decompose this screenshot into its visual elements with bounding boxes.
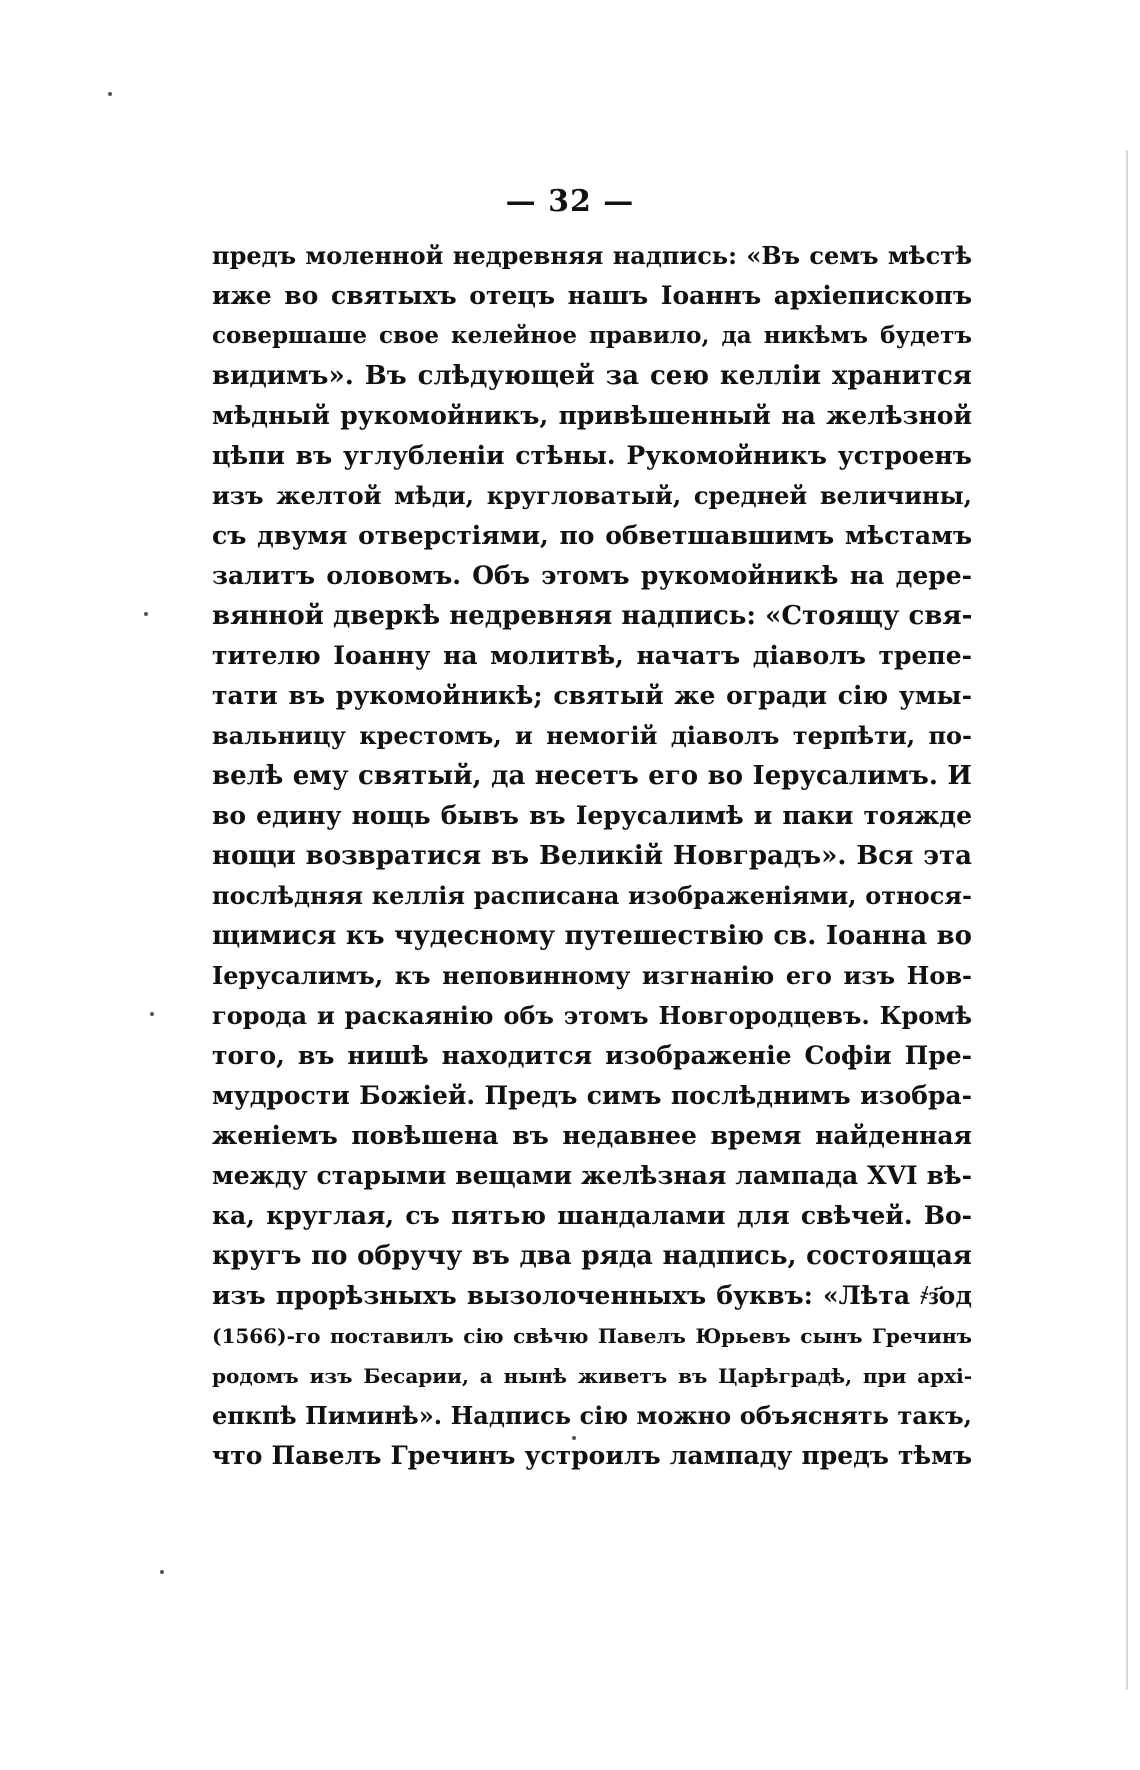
body-text [212, 236, 972, 1476]
text-line: вянной дверкѣ недревняя надпись: «Стоящу свя- [212, 601, 972, 631]
paper-speck [160, 1570, 164, 1574]
text-line: предъ моленной недревняя надпись: «Въ семъ мѣстѣ [212, 241, 972, 270]
text-line: иже во святыхъ отецъ нашъ Іоаннъ архіепископъ [212, 281, 972, 310]
text-line: что Павелъ Гречинъ устроилъ лампаду предъ тѣмъ [212, 1441, 972, 1470]
text-line: велѣ ему святый, да несетъ его во Іерусалимъ. И [212, 761, 972, 791]
page-number: — 32 — [505, 184, 635, 219]
text-line: видимъ». Въ слѣдующей за сею келліи хранится [212, 361, 972, 391]
text-line: цѣпи въ углубленіи стѣны. Рукомойникъ устроенъ [212, 441, 972, 470]
text-line: съ двумя отверстіями, по обветшавшимъ мѣстамъ [212, 521, 972, 550]
text-line: епкпѣ Пиминѣ». Надпись сію можно объяснять такъ, [212, 1401, 972, 1430]
text-line: между старыми вещами желѣзная лампада XVI вѣ- [212, 1161, 972, 1190]
text-line: мудрости Божіей. Предъ симъ послѣднимъ изобра- [212, 1081, 972, 1110]
text-line: кругъ по обручу въ два ряда надпись, состоящая [212, 1241, 972, 1271]
text-line: щимися къ чудесному путешествію св. Іоанна во [212, 921, 972, 951]
text-line: родомъ изъ Бесарии, а нынѣ живетъ въ Царѣградѣ, при архі- [212, 1364, 972, 1388]
text-line: женіемъ повѣшена въ недавнее время найденная [212, 1121, 972, 1150]
text-line: во едину нощь бывъ въ Іерусалимѣ и паки тояжде [212, 801, 972, 830]
text-line: Іерусалимъ, къ неповинному изгнанію его изъ Нов- [212, 961, 972, 990]
text-line: (1566)-го поставилъ сію свѣчю Павелъ Юрьевъ сынъ Гречинъ [212, 1324, 972, 1348]
page-edge-shadow [1126, 150, 1128, 1690]
text-line: тителю Іоанну на молитвѣ, начатъ діаволъ трепе- [212, 641, 972, 670]
text-line: изъ прорѣзныхъ вызолоченныхъ буквъ: «Лѣта ҂з҃од [212, 1281, 972, 1310]
text-line: ка, круглая, съ пятью шандалами для свѣчей. Во- [212, 1201, 972, 1230]
paper-speck [108, 92, 112, 96]
text-line: изъ желтой мѣди, кругловатый, средней величины, [212, 481, 972, 510]
text-line: того, въ нишѣ находится изображеніе Софіи Пре- [212, 1041, 972, 1070]
text-line: залитъ оловомъ. Объ этомъ рукомойникѣ на дере- [212, 561, 972, 590]
text-line: послѣдняя келлія расписана изображеніями, относя- [212, 881, 972, 910]
text-line: мѣдный рукомойникъ, привѣшенный на желѣзной [212, 401, 972, 430]
paper-speck [150, 1012, 154, 1016]
text-line: тати въ рукомойникѣ; святый же огради сію умы- [212, 681, 972, 710]
text-line: нощи возвратися въ Великій Новградъ». Вся эта [212, 841, 972, 871]
text-line: совершаше свое келейное правило, да никѣмъ будетъ [212, 322, 972, 349]
text-line: вальницу крестомъ, и немогій діаволъ терпѣти, по- [212, 721, 972, 750]
text-line: города и раскаянію объ этомъ Новгородцевъ. Кромѣ [212, 1001, 972, 1030]
paper-speck [144, 612, 148, 616]
